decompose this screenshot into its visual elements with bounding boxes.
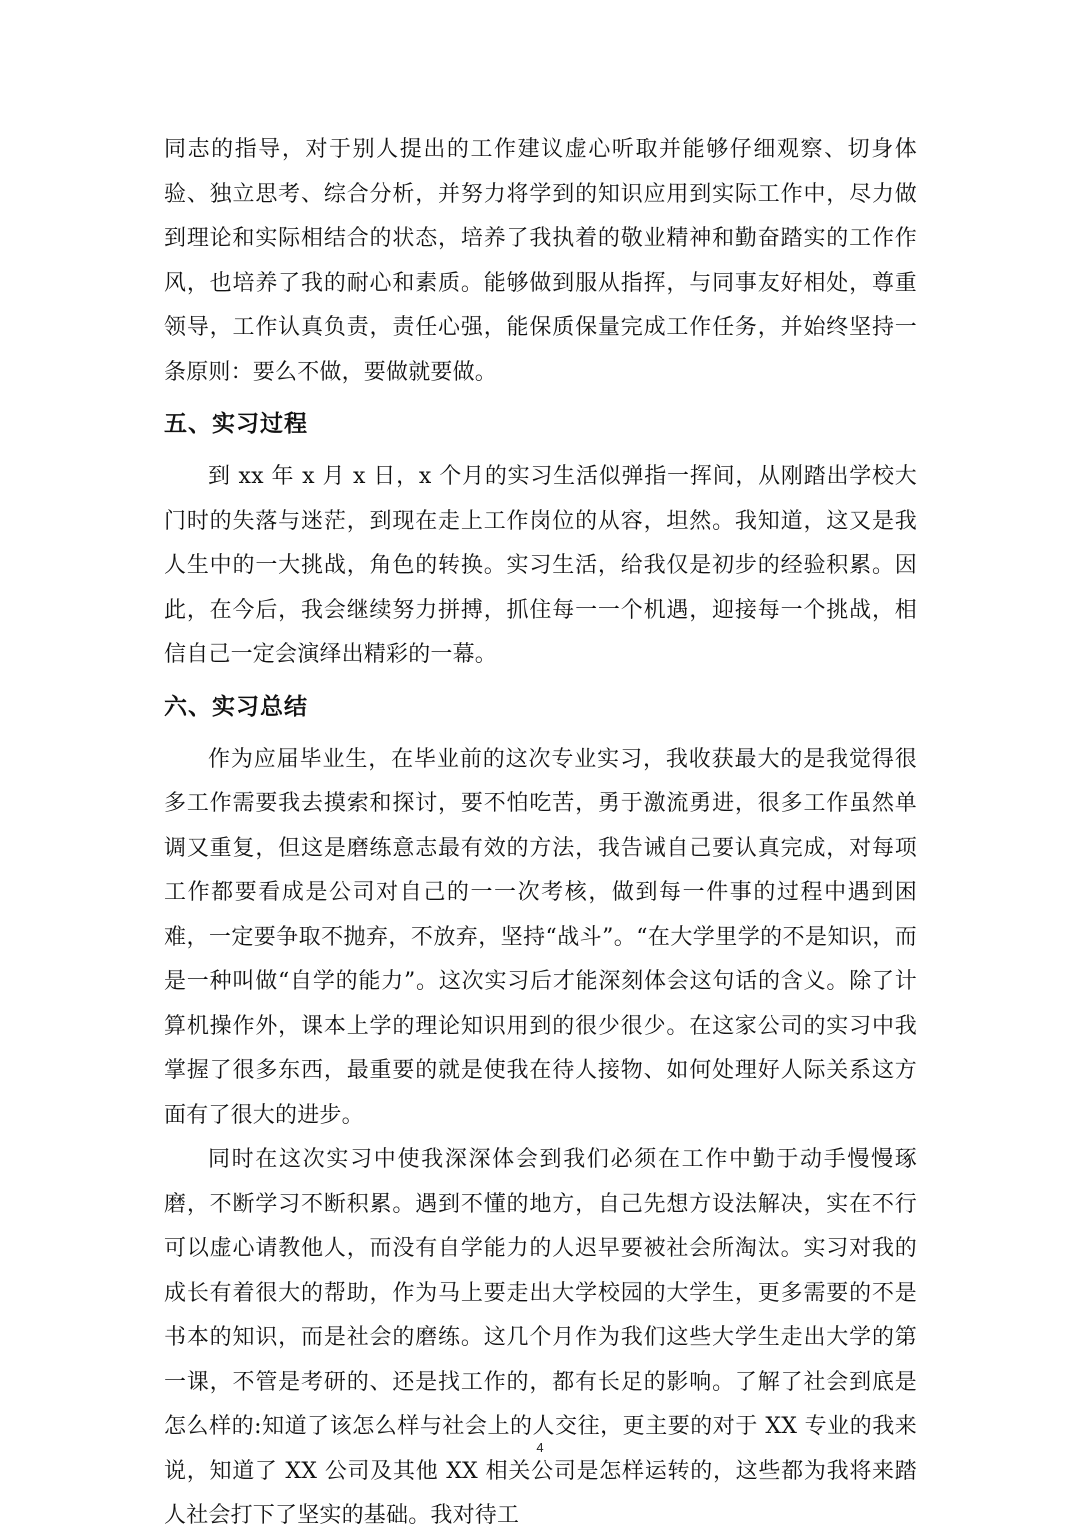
process-paragraph: 到 xx 年 x 月 x 日，x 个月的实习生活似弹指一挥间，从刚踏出学校大门时的失落与迷茫，到现在走上工作岗位的从容，坦然。我知道，这又是我人生中的一大挑战，角色的转换。实习生活，给我仅是初步的经验积累。因此，在今后，我会继续努力拼搏，抓住每一一个机遇，迎接每一个挑战，相信自己一定会演绎出精彩的一幕。	[164, 464, 917, 667]
continued-paragraph: 同志的指导，对于别人提出的工作建议虚心听取并能够仔细观察、切身体验、独立思考、综合分析，并努力将学到的知识应用到实际工作中，尽力做到理论和实际相结合的状态，培养了我执着的敬业精神和勤奋踏实的工作作风，也培养了我的耐心和素质。能够做到服从指挥，与同事友好相处，尊重领导，工作认真负责，责任心强，能保质保量完成工作任务，并始终坚持一条原则：要么不做，要做就要做。	[164, 137, 917, 385]
summary-paragraph-2: 同时在这次实习中使我深深体会到我们必须在工作中勤于动手慢慢琢磨，不断学习不断积累。遇到不懂的地方，自己先想方设法解决，实在不行可以虚心请教他人，而没有自学能力的人迟早要被社会所淘汰。实习对我的成长有着很大的帮助，作为马上要走出大学校园的大学生，更多需要的不是书本的知识，而是社会的磨练。这几个月作为我们这些大学生走出大学的第一课，不管是考研的、还是找工作的，都有长足的影响。了解了社会到底是怎么样的:知道了该怎么样与社会上的人交往，更主要的对于 XX 专业的我来说，知道了 XX 公司及其他 XX 相关公司是怎样运转的，这些都为我将来踏人社会打下了坚实的基础。我对待工	[164, 1147, 917, 1528]
page-number: 4	[536, 1440, 544, 1455]
section-heading-summary: 六、实习总结	[164, 693, 308, 720]
summary-paragraph-1: 作为应届毕业生，在毕业前的这次专业实习，我收获最大的是我觉得很多工作需要我去摸索和探讨，要不怕吃苦，勇于激流勇进，很多工作虽然单调又重复，但这是磨练意志最有效的方法，我告诫自己要认真完成，对每项工作都要看成是公司对自己的一一次考核，做到每一件事的过程中遇到困难，一定要争取不抛弃，不放弃，坚持“战斗”。“在大学里学的不是知识，而是一种叫做“自学的能力”。这次实习后才能深刻体会这句话的含义。除了计算机操作外，课本上学的理论知识用到的很少很少。在这家公司的实习中我掌握了很多东西，最重要的就是使我在待人接物、如何处理好人际关系这方面有了很大的进步。	[164, 746, 917, 1128]
page-body	[164, 128, 917, 1539]
section-heading-process: 五、实习过程	[164, 411, 308, 437]
